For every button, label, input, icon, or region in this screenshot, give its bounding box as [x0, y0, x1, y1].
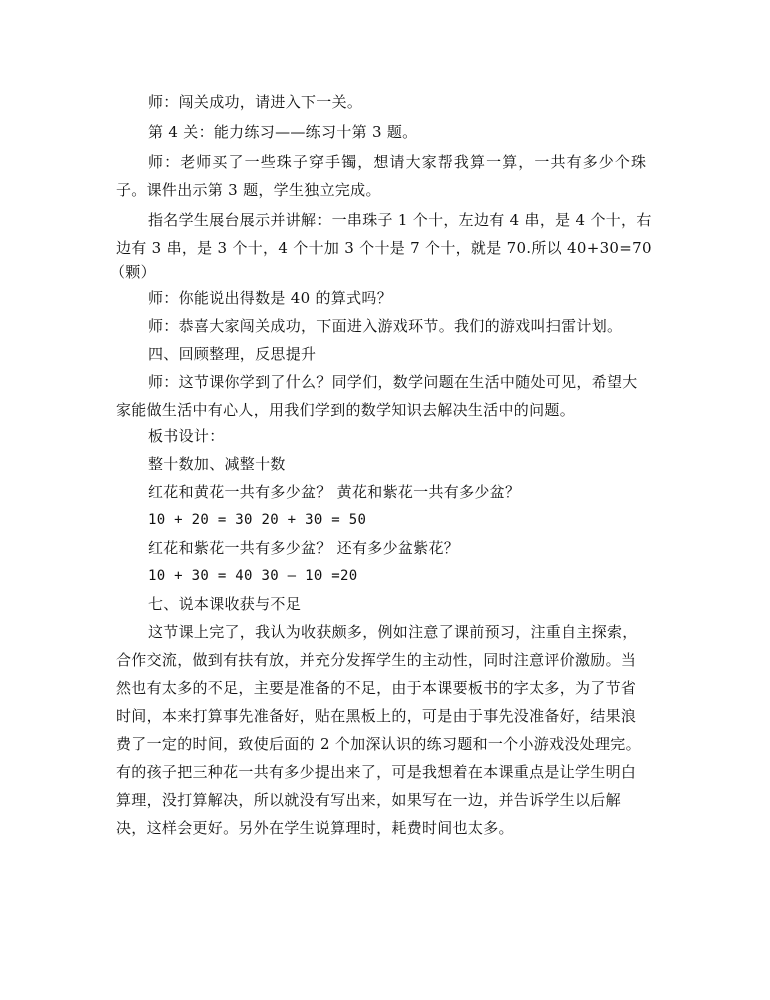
paragraph-line: 有的孩子把三种花一共有多少提出来了，可是我想着在本课重点是让学生明白 [116, 763, 637, 781]
paragraph-line: 决，这样会更好。另外在学生说算理时，耗费时间也太多。 [116, 819, 514, 837]
paragraph-line: 然也有太多的不足，主要是准备的不足，由于本课要板书的字太多，为了节省 [116, 679, 637, 697]
paragraph-line: 师：这节课你学到了什么？同学们，数学问题在生活中随处可见，希望大 [148, 373, 638, 391]
board-equation: 10 + 20 = 30 20 + 30 = 50 [148, 512, 367, 528]
section-heading: 四、回顾整理，反思提升 [148, 345, 317, 363]
paragraph-line: 家能做生活中有心人，用我们学到的数学知识去解决生活中的问题。 [116, 401, 576, 419]
paragraph-line: 师：恭喜大家闯关成功，下面进入游戏环节。我们的游戏叫扫雷计划。 [148, 317, 623, 335]
board-question: 红花和黄花一共有多少盆？ 黄花和紫花一共有多少盆？ [148, 483, 521, 501]
paragraph-line: 第 4 关：能力练习——练习十第 3 题。 [148, 123, 418, 141]
paragraph-line: 指名学生展台展示并讲解：一串珠子 1 个十，左边有 4 串，是 4 个十，右 [148, 211, 652, 229]
paragraph-line: 合作交流，做到有扶有放，并充分发挥学生的主动性，同时注意评价激励。当 [116, 651, 637, 669]
paragraph-line: 边有 3 串，是 3 个十，4 个十加 3 个十是 7 个十，就是 70.所以 40+30=70 [116, 239, 652, 257]
board-title: 整十数加、减整十数 [148, 455, 286, 473]
section-heading: 七、说本课收获与不足 [148, 595, 302, 613]
paragraph-line: 师：你能说出得数是 40 的算式吗？ [148, 289, 393, 307]
paragraph-line: 算理，没打算解决，所以就没有写出来，如果写在一边，并告诉学生以后解 [116, 791, 621, 809]
paragraph-line: 板书设计： [148, 427, 225, 445]
paragraph-line: 时间，本来打算事先准备好，贴在黑板上的，可是由于事先没准备好，结果浪 [116, 707, 637, 725]
board-equation: 10 + 30 = 40 30 — 10 =20 [148, 568, 358, 584]
paragraph-line: 这节课上完了，我认为收获颇多，例如注意了课前预习，注重自主探索， [148, 623, 638, 641]
paragraph-line: （颗） [110, 263, 156, 281]
paragraph-line: 师：老师买了一些珠子穿手镯，想请大家帮我算一算，一共有多少个珠 [148, 153, 648, 171]
paragraph-line: 师：闯关成功，请进入下一关。 [148, 93, 363, 111]
board-question: 红花和紫花一共有多少盆？ 还有多少盆紫花？ [148, 539, 460, 557]
paragraph-line: 费了一定的时间，致使后面的 2 个加深认识的练习题和一个小游戏没处理完。 [116, 735, 641, 753]
paragraph-line: 子。课件出示第 3 题，学生独立完成。 [116, 181, 381, 199]
